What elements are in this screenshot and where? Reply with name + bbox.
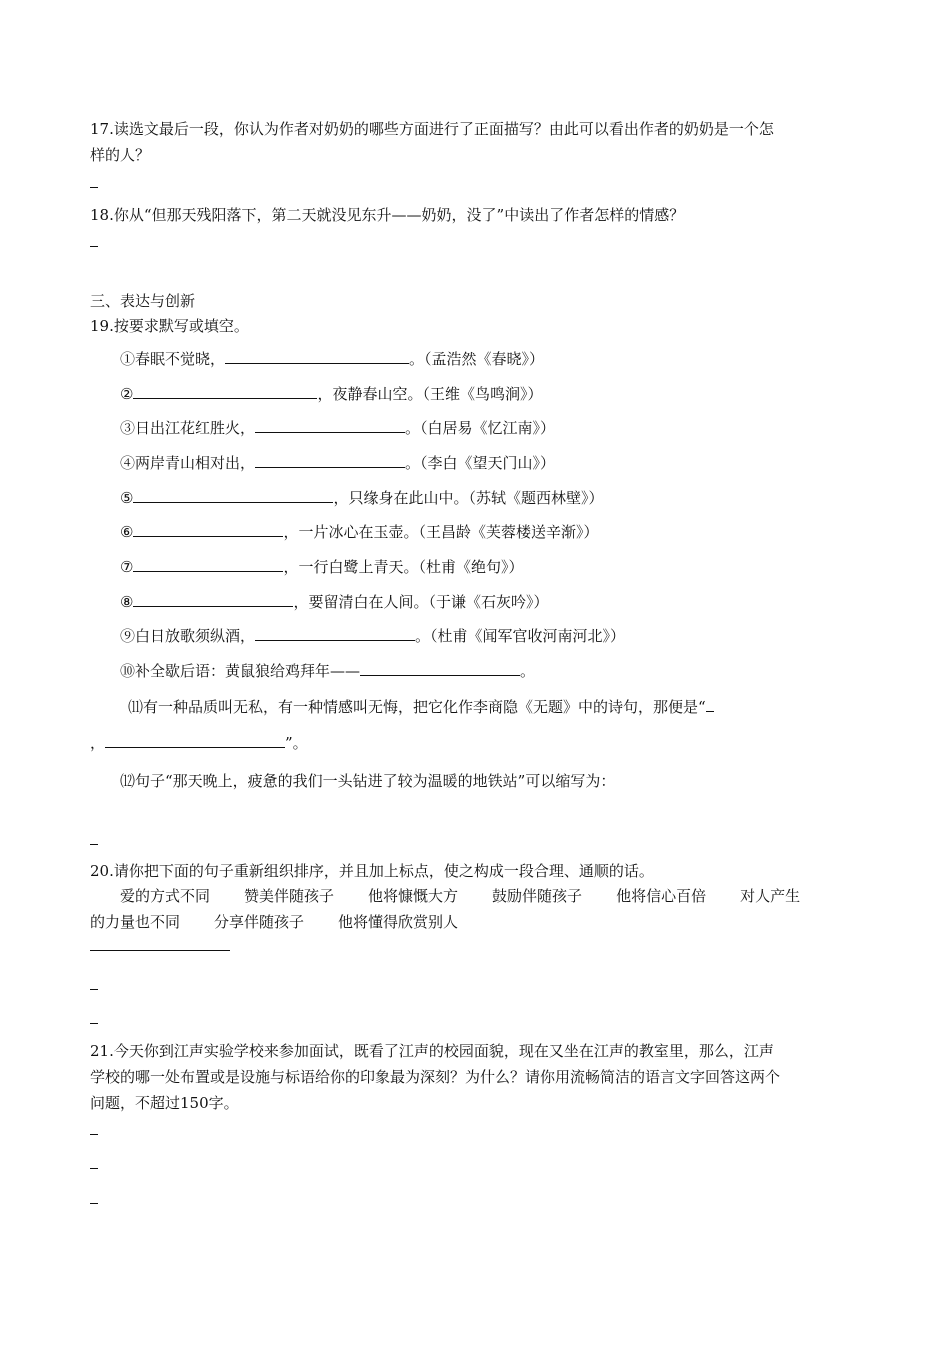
fill-blank[interactable] [105, 733, 285, 748]
q20-title: 20.请你把下面的句子重新组织排序，并且加上标点，使之构成一段合理、通顺的话。 [90, 862, 654, 880]
q17-answer-line[interactable] [90, 187, 98, 188]
q19-item-11-line2: ， ”。 [90, 734, 308, 752]
fill-blank[interactable] [133, 488, 333, 503]
q19-item-4: ④两岸青山相对出， 。（李白《望天门山》） [120, 454, 556, 472]
q20-phrase: 他将信心百倍 [616, 887, 707, 905]
q18-answer-line[interactable] [90, 246, 98, 247]
q19-item-6: ⑥ ，一片冰心在玉壶。（王昌龄《芙蓉楼送辛渐》） [120, 523, 599, 541]
fill-blank[interactable] [706, 697, 714, 712]
fill-blank[interactable] [255, 418, 405, 433]
q21-line3: 问题，不超过150字。 [90, 1094, 239, 1112]
q20-answer-line[interactable] [90, 1023, 98, 1024]
q19-item-12: ⑿句子“那天晚上，疲惫的我们一头钻进了较为温暖的地铁站”可以缩写为： [120, 772, 616, 790]
q19-item-5: ⑤ ，只缘身在此山中。（苏轼《题西林壁》） [120, 489, 604, 507]
q19-item-1: ①春眠不觉晓， 。（孟浩然《春晓》） [120, 350, 545, 368]
q21-answer-line[interactable] [90, 1168, 98, 1169]
fill-blank[interactable] [255, 453, 405, 468]
q17-line2: 样的人？ [90, 146, 151, 164]
fill-blank[interactable] [133, 592, 293, 607]
q20-phrase: 对人产生 [740, 887, 801, 905]
q20-phrase: 他将懂得欣赏别人 [338, 913, 459, 931]
q19-item-8: ⑧ ，要留清白在人间。（于谦《石灰吟》） [120, 593, 549, 611]
fill-blank[interactable] [225, 349, 409, 364]
q20-row2 [90, 912, 458, 932]
q19-item-11-line1: ⑾有一种品质叫无私，有一种情感叫无悔，把它化作李商隐《无题》中的诗句，那便是“ [128, 697, 714, 717]
fill-blank[interactable] [360, 661, 520, 676]
q18-text: 18.你从“但那天残阳落下，第二天就没见东升——奶奶，没了”中读出了作者怎样的情感？ [90, 206, 685, 224]
q19-title: 19.按要求默写或填空。 [90, 317, 249, 335]
q20-row1 [120, 886, 800, 906]
q19-item-9: ⑨白日放歌须纵酒， 。（杜甫《闻军官收河南河北》） [120, 627, 626, 645]
fill-blank[interactable] [133, 557, 283, 572]
q19-item-7: ⑦ ，一行白鹭上青天。（杜甫《绝句》） [120, 558, 524, 576]
q19-item-10: ⑩补全歇后语：黄鼠狼给鸡拜年—— 。 [120, 662, 536, 680]
q20-phrase: 分享伴随孩子 [214, 913, 305, 931]
q20-answer-line[interactable] [90, 989, 98, 990]
q21-answer-line[interactable] [90, 1203, 98, 1204]
q20-phrase: 的力量也不同 [90, 913, 181, 931]
q20-phrase: 赞美伴随孩子 [244, 887, 335, 905]
section3-title: 三、表达与创新 [90, 292, 196, 310]
q20-answer-long-line[interactable] [90, 950, 230, 951]
q20-phrase: 他将慷慨大方 [368, 887, 459, 905]
q19-item-2: ② ，夜静春山空。（王维《鸟鸣涧》） [120, 385, 543, 403]
fill-blank[interactable] [133, 384, 317, 399]
q21-line1: 21.今天你到江声实验学校来参加面试，既看了江声的校园面貌，现在又坐在江声的教室里，那么，江声 [90, 1042, 774, 1060]
q19-item-3: ③日出江花红胜火， 。（白居易《忆江南》） [120, 419, 556, 437]
q17-line1: 17.读选文最后一段，你认为作者对奶奶的哪些方面进行了正面描写？由此可以看出作者的奶奶是一个怎 [90, 120, 774, 138]
fill-blank[interactable] [255, 626, 415, 641]
q20-phrase: 爱的方式不同 [120, 887, 211, 905]
q21-answer-line[interactable] [90, 1134, 98, 1135]
q21-line2: 学校的哪一处布置或是设施与标语给你的印象最为深刻？为什么？请你用流畅简洁的语言文字回答这两个 [90, 1068, 781, 1086]
q19-item-12-answer-line[interactable] [90, 844, 98, 845]
fill-blank[interactable] [133, 522, 283, 537]
q20-phrase: 鼓励伴随孩子 [492, 887, 583, 905]
